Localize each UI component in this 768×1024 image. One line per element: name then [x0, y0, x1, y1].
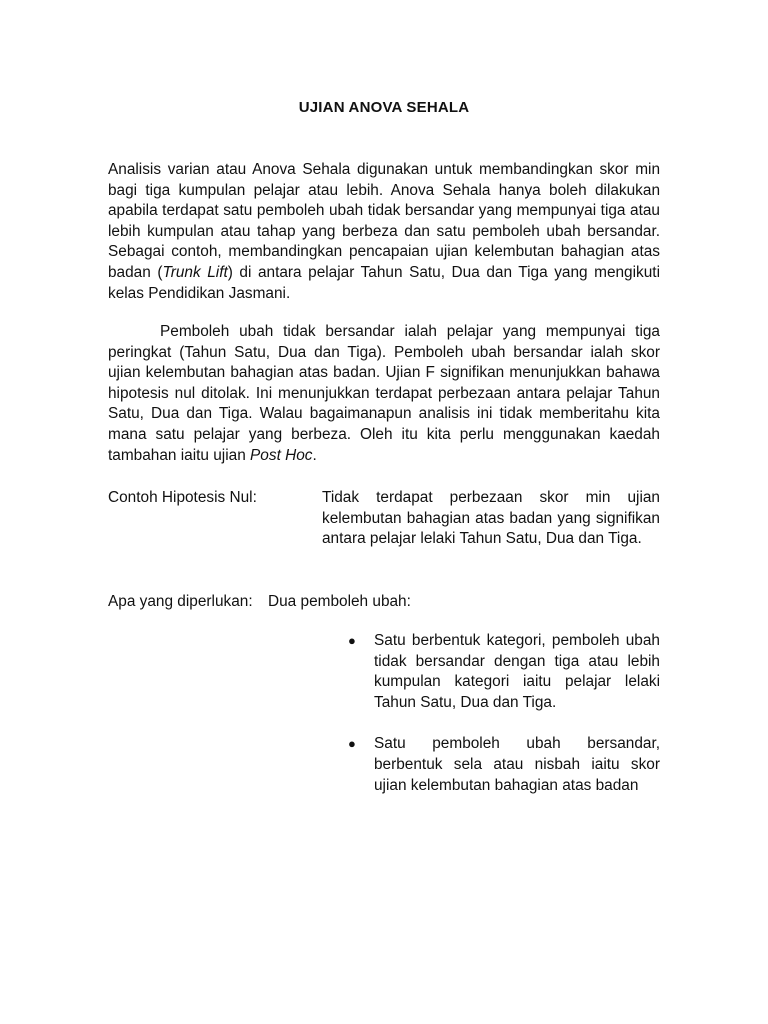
- hypothesis-text: Tidak terdapat perbezaan skor min ujian kelembutan bahagian atas badan yang signifikan antara pelajar lelaki Tahun Satu, Dua dan Tiga.: [322, 489, 660, 548]
- paragraph-introduction-text: Analisis varian atau Anova Sehala digunakan untuk membandingkan skor min bagi tiga kumpulan pelajar atau lebih. Anova Sehala hanya boleh dilakukan apabila terdapat satu pemboleh ubah tidak bersandar yang mempunyai tiga atau lebih kumpulan atau tahap yang berbeza dan satu pemboleh ubah bersandar. Sebagai contoh, membandingkan pencapaian ujian kelembutan bahagian atas badan (: [108, 161, 660, 281]
- requirements-list: [348, 631, 660, 817]
- paragraph-introduction: [108, 160, 660, 304]
- post-hoc-term: Post Hoc: [250, 446, 313, 464]
- paragraph-variables-text-end: .: [312, 446, 317, 464]
- list-item-text: Satu pemboleh ubah bersandar, berbentuk sela atau nisbah iaitu skor ujian kelembutan bahagian atas badan: [374, 735, 660, 794]
- requirements-label: Apa yang diperlukan:: [108, 593, 253, 610]
- bullet-icon: ●: [348, 633, 356, 648]
- bullet-icon: ●: [348, 736, 356, 752]
- paragraph-variables-text: Pemboleh ubah tidak bersandar ialah pelajar yang mempunyai tiga peringkat (Tahun Satu, Dua dan Tiga). Pemboleh ubah bersandar ialah skor ujian kelembutan bahagian atas badan. Ujian F signifikan menunjukkan bahawa hipotesis nul ditolak. Ini menunjukkan terdapat perbezaan antara pelajar Tahun Satu, Dua dan Tiga. Walau bagaimanapun analisis ini tidak memberitahu kita mana satu pelajar yang berbeza. Oleh itu kita perlu menggunakan kaedah tambahan iaitu ujian: [108, 323, 660, 464]
- requirements-value: Dua pemboleh ubah:: [268, 593, 411, 610]
- hypothesis-label: Contoh Hipotesis Nul:: [108, 489, 257, 506]
- paragraph-variables: [108, 322, 660, 466]
- list-item-text: Satu berbentuk kategori, pemboleh ubah tidak bersandar dengan tiga atau lebih kumpulan kategori iaitu pelajar lelaki Tahun Satu, Dua dan Tiga.: [374, 632, 660, 711]
- trunk-lift-term: Trunk Lift: [162, 263, 228, 281]
- list-item: [348, 631, 660, 713]
- page-title: UJIAN ANOVA SEHALA: [298, 99, 470, 116]
- list-item: [348, 734, 660, 796]
- paragraph-introduction-text-end: ) di antara pelajar Tahun Satu, Dua dan Tiga yang mengikuti kelas Pendidikan Jasmani.: [108, 263, 660, 302]
